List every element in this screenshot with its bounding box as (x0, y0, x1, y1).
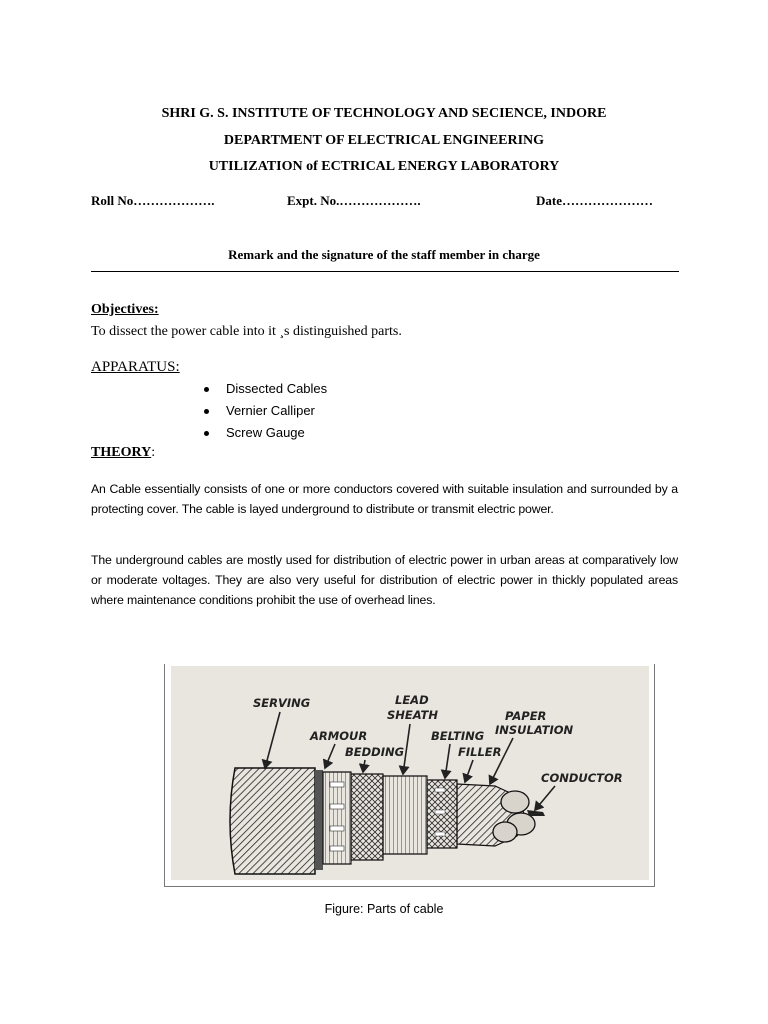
label-armour: ARMOUR (310, 729, 368, 743)
label-serving: SERVING (253, 696, 311, 710)
label-paper: PAPER (505, 709, 547, 723)
label-lead: LEAD (395, 693, 429, 707)
label-filler: FILLER (458, 745, 502, 759)
label-conductor: CONDUCTOR (541, 771, 623, 785)
divider (91, 271, 679, 272)
apparatus-heading: APPARATUS: (91, 359, 180, 375)
theory-heading-colon: : (151, 445, 156, 460)
roll-no-field: Roll No………………. (91, 193, 215, 208)
bullet-icon (204, 387, 209, 392)
figure-caption: Figure: Parts of cable (324, 902, 444, 916)
theory-paragraph-2: The underground cables are mostly used for distribution of electric power in urban areas at comparatively low or moderate voltages. They are also very useful for distribution of electric power in thickly populated areas where maintenance conditions prohibit the use of overhead lines. (91, 553, 678, 607)
cable-illustration (165, 664, 654, 886)
apparatus-item: Screw Gauge (226, 425, 305, 440)
expt-no-field: Expt. No.………………. (287, 193, 421, 208)
label-belting: BELTING (431, 729, 485, 743)
conductor-core (501, 791, 529, 813)
objectives-heading: Objectives: (91, 302, 159, 317)
list-item (204, 402, 327, 424)
bullet-icon (204, 431, 209, 436)
conductor-core (493, 822, 517, 842)
label-bedding: BEDDING (345, 745, 405, 759)
label-sheath: SHEATH (387, 708, 439, 722)
lab-title: UTILIZATION of ECTRICAL ENERGY LABORATORY (208, 159, 560, 174)
theory-heading (91, 445, 155, 461)
list-item (204, 424, 327, 446)
serving-layer (230, 768, 315, 874)
list-item (204, 380, 327, 402)
bullet-icon (204, 409, 209, 414)
bedding-layer (351, 774, 383, 860)
armour-ring (315, 770, 323, 870)
info-fields-row (91, 193, 679, 211)
department-title: DEPARTMENT OF ELECTRICAL ENGINEERING (223, 133, 545, 148)
label-insulation: INSULATION (495, 723, 574, 737)
theory-paragraph-1: An Cable essentially consists of one or more conductors covered with suitable insulation and surrounded by a protecting cover. The cable is layed underground to distribute or transmit electric power. (91, 482, 678, 516)
lead-sheath-layer (383, 776, 427, 854)
institute-title: SHRI G. S. INSTITUTE OF TECHNOLOGY AND SECIENCE, INDORE (161, 106, 607, 121)
objectives-text: To dissect the power cable into it ¸s distinguished parts. (91, 324, 402, 339)
remark-line: Remark and the signature of the staff member in charge (228, 247, 540, 262)
apparatus-item: Vernier Calliper (226, 403, 315, 418)
apparatus-list (204, 380, 327, 446)
cable-figure (164, 664, 655, 887)
theory-heading-text: THEORY (91, 445, 152, 460)
apparatus-item: Dissected Cables (226, 381, 328, 396)
date-field: Date………………… (536, 193, 653, 208)
